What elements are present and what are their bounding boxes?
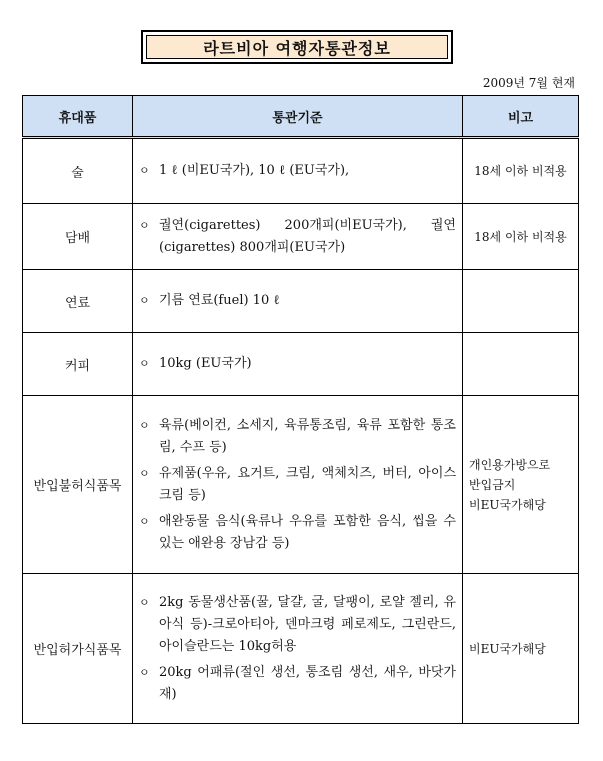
category-cell: 술 bbox=[23, 138, 133, 204]
list-item: ㅇ 2kg 동물생산품(꿀, 달걀, 굴, 달팽이, 로얄 젤리, 유아식 등)-크로아티아, 덴마크령 페로제도, 그린란드, 아이슬란드는 10kg허용 bbox=[139, 592, 456, 658]
table-row bbox=[23, 396, 579, 574]
criteria-cell bbox=[133, 574, 463, 724]
table-row bbox=[23, 138, 579, 204]
page-title: 라트비아 여행자통관정보 bbox=[146, 35, 448, 59]
list-item: ㅇ 기름 연료(fuel) 10 ℓ bbox=[139, 290, 456, 312]
criteria-cell bbox=[133, 270, 463, 333]
bullet: ㅇ bbox=[139, 418, 150, 432]
bullet: ㅇ bbox=[139, 466, 150, 480]
note-cell: 개인용가방으로 반입금지 비EU국가해당 bbox=[463, 396, 579, 574]
table-row bbox=[23, 574, 579, 724]
bullet: ㅇ bbox=[139, 294, 150, 307]
bullet: ㅇ bbox=[139, 218, 150, 232]
bullet: ㅇ bbox=[139, 357, 150, 370]
category-cell: 반입불허식품목 bbox=[23, 396, 133, 574]
header-item: 휴대품 bbox=[23, 96, 133, 138]
bullet: ㅇ bbox=[139, 665, 150, 679]
category-cell: 반입허가식품목 bbox=[23, 574, 133, 724]
list-item: ㅇ 유제품(우유, 요거트, 크림, 액체치즈, 버터, 아이스크림 등) bbox=[139, 463, 456, 507]
list-item: ㅇ 애완동물 음식(육류나 우유를 포함한 음식, 씹을 수 있는 애완용 장남감 등) bbox=[139, 511, 456, 555]
note-cell bbox=[463, 270, 579, 333]
category-cell: 커피 bbox=[23, 333, 133, 396]
header-row bbox=[23, 96, 579, 138]
list-item: ㅇ 1 ℓ (비EU국가), 10 ℓ (EU국가), bbox=[139, 160, 456, 182]
note-cell: 비EU국가해당 bbox=[463, 574, 579, 724]
note-cell: 18세 이하 비적용 bbox=[463, 204, 579, 270]
list-item: ㅇ 10kg (EU국가) bbox=[139, 353, 456, 375]
category-cell: 담배 bbox=[23, 204, 133, 270]
note-cell: 18세 이하 비적용 bbox=[463, 138, 579, 204]
list-item: ㅇ 육류(베이컨, 소세지, 육류통조림, 육류 포함한 통조림, 수프 등) bbox=[139, 415, 456, 459]
bullet: ㅇ bbox=[139, 164, 150, 177]
criteria-cell bbox=[133, 204, 463, 270]
bullet: ㅇ bbox=[139, 514, 150, 528]
header-criteria: 통관기준 bbox=[133, 96, 463, 138]
bullet: ㅇ bbox=[139, 595, 150, 609]
list-item: ㅇ 20kg 어패류(절인 생선, 통조림 생선, 새우, 바닷가재) bbox=[139, 662, 456, 706]
criteria-cell bbox=[133, 396, 463, 574]
category-cell: 연료 bbox=[23, 270, 133, 333]
table-row bbox=[23, 270, 579, 333]
list-item: ㅇ 궐연(cigarettes) 200개피(비EU국가), 궐연(cigarettes) 800개피(EU국가) bbox=[139, 215, 456, 259]
criteria-cell bbox=[133, 138, 463, 204]
table-row bbox=[23, 333, 579, 396]
title-box bbox=[141, 30, 453, 64]
table-row bbox=[23, 204, 579, 270]
date-label: 2009년 7월 현재 bbox=[482, 76, 575, 90]
customs-table bbox=[22, 95, 579, 724]
header-note: 비고 bbox=[463, 96, 579, 138]
criteria-cell bbox=[133, 333, 463, 396]
note-cell bbox=[463, 333, 579, 396]
